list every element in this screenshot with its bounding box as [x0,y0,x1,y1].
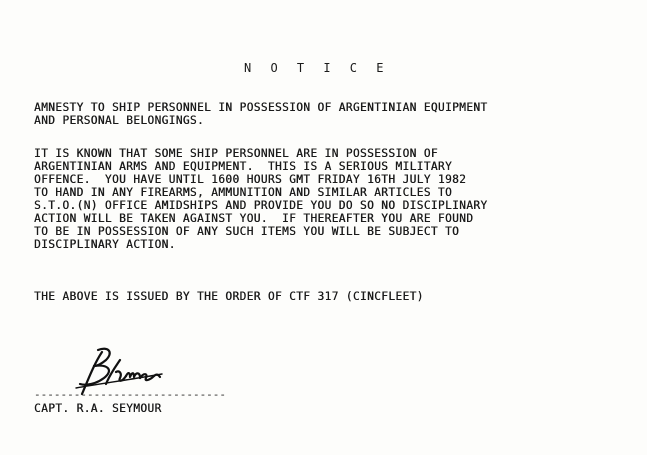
subject-line-1: AMNESTY TO SHIP PERSONNEL IN POSSESSION OF ARGENTINIAN EQUIPMENT [34,101,488,114]
body-line-4: TO HAND IN ANY FIREARMS, AMMUNITION AND SIMILAR ARTICLES TO [34,186,453,199]
body-line-3: OFFENCE. YOU HAVE UNTIL 1600 HOURS GMT FRIDAY 16TH JULY 1982 [34,173,467,186]
notice-title: N O T I C E [244,61,390,75]
body-line-5: S.T.O.(N) OFFICE AMIDSHIPS AND PROVIDE YOU DO SO NO DISCIPLINARY [34,199,488,212]
body-line-6: ACTION WILL BE TAKEN AGAINST YOU. IF THEREAFTER YOU ARE FOUND [34,212,474,225]
body-line-8: DISCIPLINARY ACTION. [34,238,176,251]
signature-rule: ----------------------------- [34,388,227,401]
handwritten-signature [68,344,168,400]
authority-line: THE ABOVE IS ISSUED BY THE ORDER OF CTF 317 (CINCFLEET) [34,290,424,303]
body-line-2: ARGENTINIAN ARMS AND EQUIPMENT. THIS IS A SERIOUS MILITARY [34,160,453,173]
signer-name: CAPT. R.A. SEYMOUR [34,402,162,415]
body-line-7: TO BE IN POSSESSION OF ANY SUCH ITEMS YOU WILL BE SUBJECT TO [34,225,460,238]
subject-line-2: AND PERSONAL BELONGINGS. [34,114,205,127]
body-line-1: IT IS KNOWN THAT SOME SHIP PERSONNEL ARE IN POSSESSION OF [34,147,438,160]
